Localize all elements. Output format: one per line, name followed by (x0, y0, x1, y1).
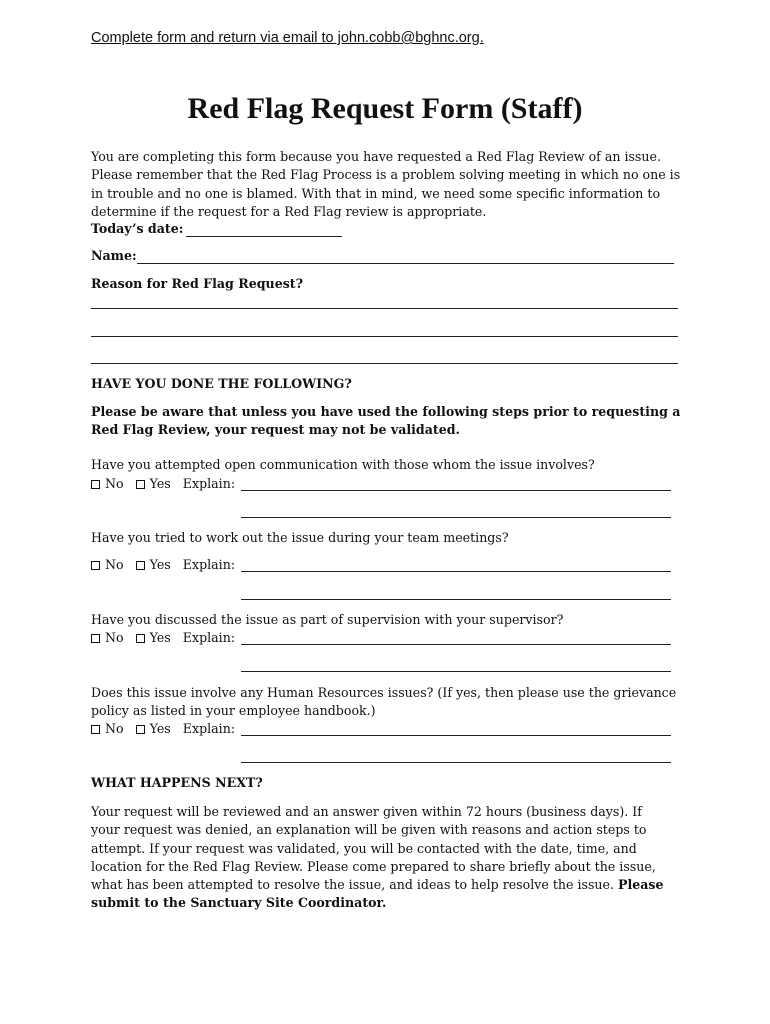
explain-line[interactable] (241, 599, 671, 600)
checkbox-icon[interactable] (91, 725, 100, 734)
steps-heading: HAVE YOU DONE THE FOLLOWING? (91, 376, 352, 391)
explain-line[interactable] (241, 671, 671, 672)
question-4-options (91, 721, 235, 736)
explain-label: Explain: (182, 476, 236, 491)
checkbox-icon[interactable] (136, 561, 145, 570)
closing-bold: Please (618, 877, 664, 893)
question-3: Have you discussed the issue as part of supervision with your supervisor? (91, 612, 564, 627)
question-4-line-2: policy as listed in your employee handbook.) (91, 703, 376, 718)
next-line: Your request will be reviewed and an answer given within 72 hours (business days). If (91, 804, 642, 819)
question-1-options (91, 476, 235, 491)
checkbox-icon[interactable] (91, 634, 100, 643)
steps-warning (91, 403, 681, 440)
page-title: Red Flag Request Form (Staff) (187, 92, 583, 125)
next-line: location for the Red Flag Review. Please come prepared to share briefly about the issue, (91, 858, 656, 874)
yes-option[interactable]: Yes (136, 476, 171, 491)
yes-option[interactable]: Yes (136, 630, 171, 645)
email-instruction[interactable]: Complete form and return via email to john.cobb@bghnc.org. (91, 30, 484, 46)
next-line: your request was denied, an explanation will be given with reasons and action steps to (91, 822, 647, 838)
date-label: Today’s date: (91, 221, 184, 236)
explain-line[interactable] (241, 490, 671, 491)
checkbox-icon[interactable] (136, 725, 145, 734)
explain-label: Explain: (182, 557, 236, 572)
next-heading: WHAT HAPPENS NEXT? (91, 775, 263, 790)
checkbox-icon[interactable] (136, 634, 145, 643)
no-option[interactable]: No (91, 721, 124, 736)
question-4-line-1: Does this issue involve any Human Resources issues? (If yes, then please use the grievance (91, 685, 677, 700)
reason-line-1[interactable] (91, 308, 678, 309)
reason-label: Reason for Red Flag Request? (91, 276, 303, 291)
explain-line[interactable] (241, 571, 671, 572)
name-field[interactable] (137, 263, 674, 264)
explain-line[interactable] (241, 735, 671, 736)
checkbox-icon[interactable] (136, 480, 145, 489)
no-option[interactable]: No (91, 476, 124, 491)
intro-paragraph (91, 148, 681, 221)
no-option[interactable]: No (91, 557, 124, 572)
intro-line: in trouble and no one is blamed. With that in mind, we need some specific information to (91, 185, 661, 201)
warning-line: Please be aware that unless you have used the following steps prior to requesting a (91, 404, 681, 419)
explain-label: Explain: (182, 721, 236, 736)
question-2: Have you tried to work out the issue during your team meetings? (91, 530, 509, 545)
reason-line-3[interactable] (91, 363, 678, 364)
explain-line[interactable] (241, 517, 671, 518)
date-field[interactable] (186, 236, 342, 237)
reason-line-2[interactable] (91, 336, 678, 337)
closing-instruction: submit to the Sanctuary Site Coordinator. (91, 895, 387, 911)
next-paragraph (91, 803, 691, 913)
intro-line: determine if the request for a Red Flag review is appropriate. (91, 203, 487, 219)
checkbox-icon[interactable] (91, 561, 100, 570)
no-option[interactable]: No (91, 630, 124, 645)
yes-option[interactable]: Yes (136, 557, 171, 572)
name-label: Name: (91, 248, 137, 263)
next-line: what has been attempted to resolve the issue, and ideas to help resolve the issue. Please (91, 877, 664, 893)
explain-line[interactable] (241, 762, 671, 763)
question-1: Have you attempted open communication with those whom the issue involves? (91, 457, 595, 472)
question-2-options (91, 557, 235, 572)
yes-option[interactable]: Yes (136, 721, 171, 736)
explain-line[interactable] (241, 644, 671, 645)
next-line: attempt. If your request was validated, you will be contacted with the date, time, and (91, 840, 637, 856)
intro-line: You are completing this form because you have requested a Red Flag Review of an issue. (91, 149, 661, 164)
intro-line: Please remember that the Red Flag Process is a problem solving meeting in which no one is (91, 167, 681, 183)
explain-label: Explain: (182, 630, 236, 645)
checkbox-icon[interactable] (91, 480, 100, 489)
question-3-options (91, 630, 235, 645)
warning-line: Red Flag Review, your request may not be validated. (91, 422, 460, 438)
